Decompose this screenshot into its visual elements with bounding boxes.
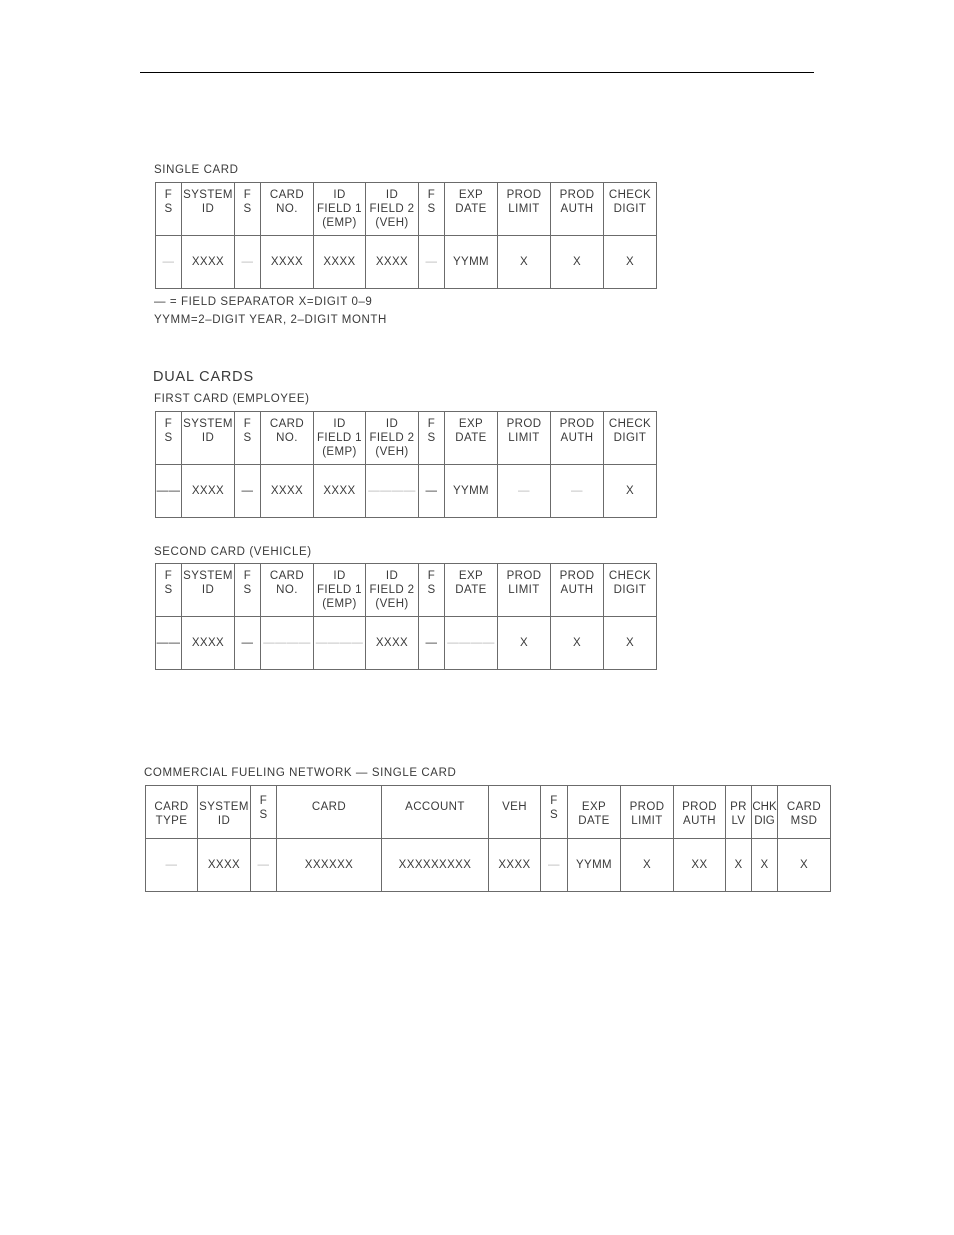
header-cell: ID FIELD 1 (EMP) (314, 183, 366, 236)
first-card-title: FIRST CARD (EMPLOYEE) (154, 393, 310, 405)
value-cell: X (726, 839, 752, 892)
header-cell: F S (235, 564, 261, 617)
value-cell: XXXXXX (277, 839, 382, 892)
header-cell: ID FIELD 2 (VEH) (366, 183, 419, 236)
value-cell: — (235, 465, 261, 518)
header-cell: ID FIELD 2 (VEH) (366, 564, 419, 617)
header-cell: CHK DIG (752, 786, 778, 839)
header-cell: SYSTEM ID (198, 786, 251, 839)
first-card-table (155, 411, 657, 518)
header-cell: ID FIELD 1 (EMP) (314, 564, 366, 617)
legend-line-2: YYMM=2–DIGIT YEAR, 2–DIGIT MONTH (154, 314, 387, 326)
header-cell: F S (419, 412, 445, 465)
header-cell: CHECK DIGIT (604, 564, 657, 617)
value-cell: YYMM (568, 839, 621, 892)
header-cell: CARD NO. (261, 183, 314, 236)
header-cell: F S (541, 786, 568, 839)
value-cell: — (541, 839, 568, 892)
header-cell: SYSTEM ID (182, 183, 235, 236)
value-cell: — (235, 617, 261, 670)
dual-cards-title: DUAL CARDS (153, 369, 254, 385)
value-cell: —— (156, 465, 182, 518)
value-cell: X (498, 617, 551, 670)
value-cell: — (419, 465, 445, 518)
value-cell: XXXX (182, 236, 235, 289)
commercial-table (145, 785, 831, 892)
header-cell: PROD AUTH (551, 564, 604, 617)
value-cell: — (419, 617, 445, 670)
header-cell: VEH (489, 786, 541, 839)
header-cell: ID FIELD 1 (EMP) (314, 412, 366, 465)
value-cell: — (146, 839, 198, 892)
header-cell: SYSTEM ID (182, 412, 235, 465)
value-cell: ———— (445, 617, 498, 670)
header-cell: F S (251, 786, 277, 839)
value-cell: XXXX (182, 617, 235, 670)
legend-line-1: — = FIELD SEPARATOR X=DIGIT 0–9 (154, 296, 373, 308)
header-cell: CARD MSD (778, 786, 831, 839)
value-cell: XXXX (314, 236, 366, 289)
header-cell: CHECK DIGIT (604, 183, 657, 236)
header-cell: PROD AUTH (551, 183, 604, 236)
header-rule (140, 72, 814, 73)
value-cell: — (235, 236, 261, 289)
header-cell: F S (156, 564, 182, 617)
header-cell: F S (235, 412, 261, 465)
value-cell: XXXX (489, 839, 541, 892)
header-cell: EXP DATE (568, 786, 621, 839)
value-cell: — (251, 839, 277, 892)
value-cell: XXXX (182, 465, 235, 518)
value-cell: XX (674, 839, 726, 892)
header-cell: PROD LIMIT (498, 564, 551, 617)
single-card-title: SINGLE CARD (154, 164, 239, 176)
header-cell: EXP DATE (445, 564, 498, 617)
value-cell: XXXX (366, 236, 419, 289)
value-cell: ———— (314, 617, 366, 670)
header-cell: PR LV (726, 786, 752, 839)
header-cell: CARD (277, 786, 382, 839)
header-cell: ID FIELD 2 (VEH) (366, 412, 419, 465)
header-cell: SYSTEM ID (182, 564, 235, 617)
value-cell: X (604, 465, 657, 518)
single-card-table (155, 182, 657, 289)
value-cell: XXXX (314, 465, 366, 518)
header-cell: ACCOUNT (382, 786, 489, 839)
value-cell: X (604, 236, 657, 289)
value-cell: — (498, 465, 551, 518)
value-cell: — (551, 465, 604, 518)
value-cell: XXXX (198, 839, 251, 892)
value-cell: X (551, 236, 604, 289)
header-cell: PROD LIMIT (498, 412, 551, 465)
value-cell: XXXX (366, 617, 419, 670)
header-cell: F S (419, 564, 445, 617)
value-cell: XXXXXXXXX (382, 839, 489, 892)
header-cell: PROD LIMIT (498, 183, 551, 236)
second-card-table (155, 563, 657, 670)
value-cell: ———— (261, 617, 314, 670)
value-cell: XXXX (261, 465, 314, 518)
value-cell: X (778, 839, 831, 892)
value-cell: ———— (366, 465, 419, 518)
value-cell: X (621, 839, 674, 892)
header-cell: CARD NO. (261, 412, 314, 465)
header-cell: F S (235, 183, 261, 236)
value-cell: XXXX (261, 236, 314, 289)
header-cell: CHECK DIGIT (604, 412, 657, 465)
value-cell: YYMM (445, 465, 498, 518)
header-cell: F S (156, 183, 182, 236)
second-card-title: SECOND CARD (VEHICLE) (154, 546, 312, 558)
header-cell: F S (156, 412, 182, 465)
header-cell: CARD TYPE (146, 786, 198, 839)
commercial-title: COMMERCIAL FUELING NETWORK — SINGLE CARD (144, 767, 457, 779)
header-cell: PROD AUTH (674, 786, 726, 839)
header-cell: PROD AUTH (551, 412, 604, 465)
value-cell: X (752, 839, 778, 892)
value-cell: X (498, 236, 551, 289)
value-cell: X (551, 617, 604, 670)
header-cell: EXP DATE (445, 412, 498, 465)
header-cell: EXP DATE (445, 183, 498, 236)
header-cell: CARD NO. (261, 564, 314, 617)
header-cell: F S (419, 183, 445, 236)
value-cell: —— (156, 617, 182, 670)
header-cell: PROD LIMIT (621, 786, 674, 839)
value-cell: — (419, 236, 445, 289)
value-cell: — (156, 236, 182, 289)
value-cell: YYMM (445, 236, 498, 289)
value-cell: X (604, 617, 657, 670)
